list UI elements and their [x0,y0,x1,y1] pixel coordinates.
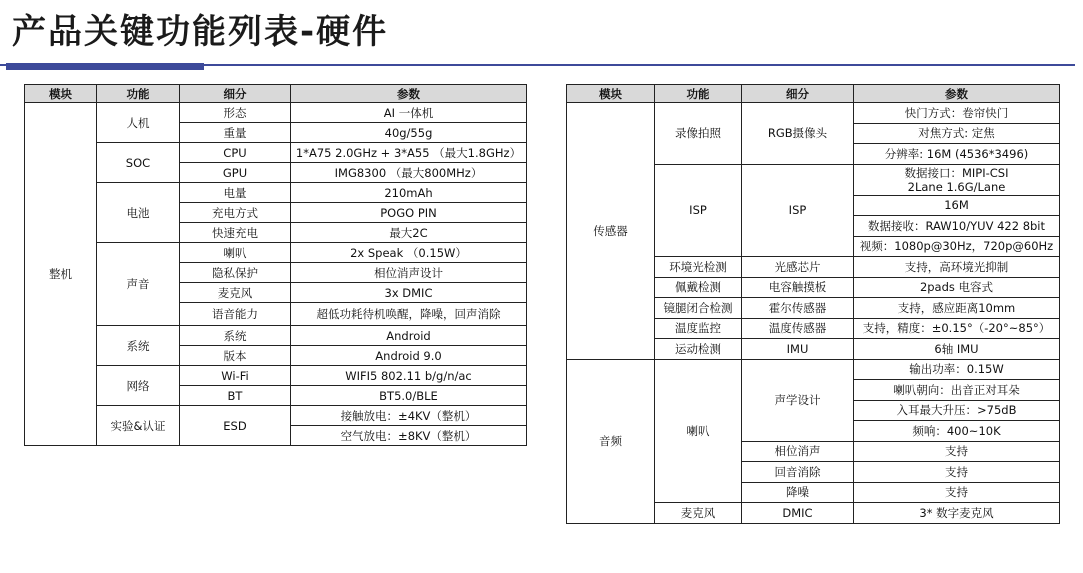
param-cell: 超低功耗待机唤醒，降噪，回声消除 [291,303,527,326]
sub-cell: 温度传感器 [742,318,854,339]
param-cell: 空气放电：±8KV（整机） [291,426,527,446]
sub-cell: ESD [180,406,291,446]
sub-cell: 充电方式 [180,203,291,223]
header-function: 功能 [655,85,742,103]
table-row [567,359,1060,380]
param-cell: 210mAh [291,183,527,203]
sub-cell: 喇叭 [180,243,291,263]
sub-cell: 霍尔传感器 [742,298,854,319]
header-sub: 细分 [742,85,854,103]
sub-cell: 电容触摸板 [742,277,854,298]
sub-cell: BT [180,386,291,406]
sub-cell: 形态 [180,103,291,123]
param-cell: 数据接收：RAW10/YUV 422 8bit [854,216,1060,237]
param-cell: 最大2C [291,223,527,243]
function-cell: 人机 [97,103,180,143]
header-param: 参数 [291,85,527,103]
param-cell: Android 9.0 [291,346,527,366]
page-title: 产品关键功能列表-硬件 [12,12,389,52]
param-cell: Android [291,326,527,346]
function-cell: 录像拍照 [655,103,742,165]
param-cell: 入耳最大升压：>75dB [854,400,1060,421]
param-cell: 2pads 电容式 [854,277,1060,298]
sub-cell: 重量 [180,123,291,143]
param-cell: 支持 [854,441,1060,462]
param-cell: 对焦方式: 定焦 [854,123,1060,144]
param-cell: 支持 [854,462,1060,483]
table-row [25,183,527,203]
sub-cell: DMIC [742,503,854,524]
function-cell: 温度监控 [655,318,742,339]
function-cell: 麦克风 [655,503,742,524]
param-cell: 数据接口：MIPI-CSI 2Lane 1.6G/Lane [854,164,1060,195]
sub-cell: ISP [742,164,854,257]
param-cell: 1*A75 2.0GHz + 3*A55 （最大1.8GHz） [291,143,527,163]
table-header-row [567,85,1060,103]
table-row [567,103,1060,124]
table-header-row [25,85,527,103]
module-cell: 音频 [567,359,655,523]
function-cell: 喇叭 [655,359,742,503]
param-cell: 16M [854,195,1060,216]
function-cell: 实验&认证 [97,406,180,446]
param-cell: 支持，感应距离10mm [854,298,1060,319]
sub-cell: 声学设计 [742,359,854,441]
sub-cell: IMU [742,339,854,360]
function-cell: 运动检测 [655,339,742,360]
header-param: 参数 [854,85,1060,103]
sub-cell: Wi-Fi [180,366,291,386]
module-cell: 整机 [25,103,97,446]
param-cell: 频响：400~10K [854,421,1060,442]
title-accent-bar [6,63,204,70]
module-cell: 传感器 [567,103,655,360]
function-cell: SOC [97,143,180,183]
hardware-spec-table-device [24,84,527,446]
sub-cell: 麦克风 [180,283,291,303]
param-cell: POGO PIN [291,203,527,223]
header-module: 模块 [25,85,97,103]
sub-cell: 版本 [180,346,291,366]
header-sub: 细分 [180,85,291,103]
function-cell: 镜腿闭合检测 [655,298,742,319]
param-cell: 输出功率：0.15W [854,359,1060,380]
table-row [25,326,527,346]
param-cell: 快门方式：卷帘快门 [854,103,1060,124]
function-cell: 声音 [97,243,180,326]
param-cell: BT5.0/BLE [291,386,527,406]
sub-cell: 相位消声 [742,441,854,462]
function-cell: 环境光检测 [655,257,742,278]
param-cell: 喇叭朝向：出音正对耳朵 [854,380,1060,401]
param-cell: AI 一体机 [291,103,527,123]
header-module: 模块 [567,85,655,103]
param-cell: 支持 [854,482,1060,503]
sub-cell: 语音能力 [180,303,291,326]
sub-cell: 电量 [180,183,291,203]
function-cell: 电池 [97,183,180,243]
sub-cell: 快速充电 [180,223,291,243]
param-cell: 3* 数字麦克风 [854,503,1060,524]
param-cell: 6轴 IMU [854,339,1060,360]
header-function: 功能 [97,85,180,103]
sub-cell: 降噪 [742,482,854,503]
sub-cell: GPU [180,163,291,183]
param-cell: 3x DMIC [291,283,527,303]
sub-cell: 隐私保护 [180,263,291,283]
param-cell: 支持，高环境光抑制 [854,257,1060,278]
table-row [25,103,527,123]
param-cell: 支持，精度：±0.15°（-20°~85°） [854,318,1060,339]
function-cell: 系统 [97,326,180,366]
table-row [25,143,527,163]
param-cell: 40g/55g [291,123,527,143]
sub-cell: CPU [180,143,291,163]
table-row [25,366,527,386]
table-row [25,243,527,263]
param-cell: 视频：1080p@30Hz，720p@60Hz [854,236,1060,257]
table-row [25,406,527,426]
function-cell: ISP [655,164,742,257]
hardware-spec-table-sensors [566,84,1060,524]
sub-cell: 光感芯片 [742,257,854,278]
function-cell: 佩戴检测 [655,277,742,298]
param-cell: 2x Speak （0.15W） [291,243,527,263]
param-cell: WIFI5 802.11 b/g/n/ac [291,366,527,386]
param-cell: IMG8300 （最大800MHz） [291,163,527,183]
param-cell: 接触放电：±4KV（整机） [291,406,527,426]
param-cell: 相位消声设计 [291,263,527,283]
param-cell: 分辨率: 16M (4536*3496) [854,144,1060,165]
sub-cell: 回音消除 [742,462,854,483]
sub-cell: 系统 [180,326,291,346]
function-cell: 网络 [97,366,180,406]
sub-cell: RGB摄像头 [742,103,854,165]
